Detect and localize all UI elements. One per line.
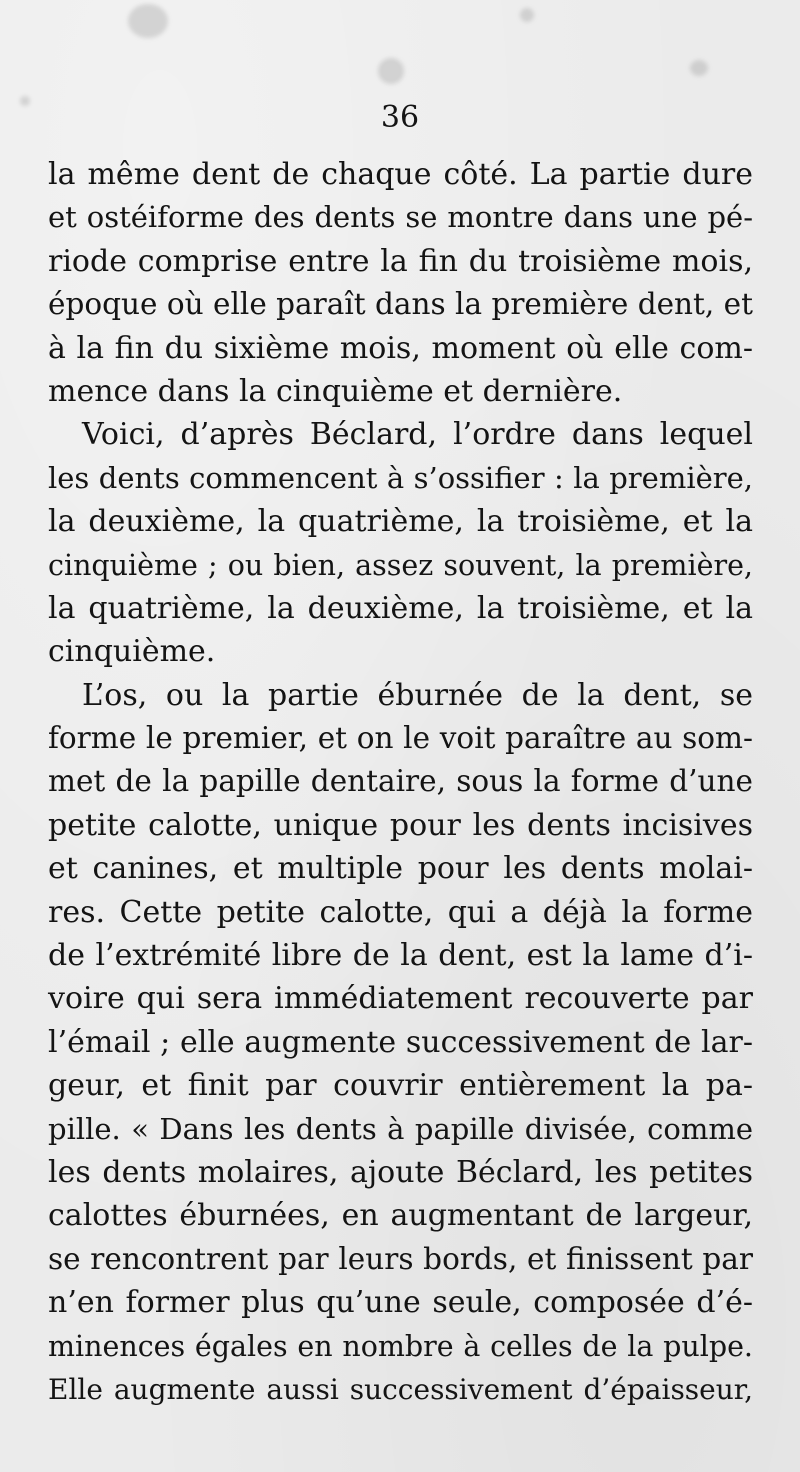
paper-stain <box>690 60 708 76</box>
body-text <box>48 153 753 1411</box>
text-line: pille. « Dans les dents à papille divisée, comme <box>48 1111 753 1146</box>
paper-stain <box>128 4 168 38</box>
text-line: voire qui sera immédiatement recouverte par <box>48 981 753 1017</box>
text-line: cinquième ; ou bien, assez souvent, la première, <box>48 548 753 582</box>
page-number: 36 <box>380 100 420 135</box>
text-line: forme le premier, et on le voit paraître au som- <box>48 721 753 756</box>
text-line: la même dent de chaque côté. La partie dure <box>48 157 753 192</box>
text-line: se rencontrent par leurs bords, et finissent par <box>48 1241 753 1276</box>
text-line: res. Cette petite calotte, qui a déjà la forme <box>48 894 753 930</box>
text-line: à la fin du sixième mois, moment où elle com- <box>48 330 753 366</box>
text-line: Voici, d’après Béclard, l’ordre dans lequel <box>82 417 753 453</box>
text-line: les dents molaires, ajoute Béclard, les petites <box>48 1154 753 1190</box>
text-line: petite calotte, unique pour les dents incisives <box>48 807 753 843</box>
text-line: et ostéiforme des dents se montre dans une pé- <box>48 200 753 235</box>
text-line: calottes éburnées, en augmentant de largeur, <box>48 1198 753 1234</box>
text-line: riode comprise entre la fin du troisième mois, <box>48 243 753 279</box>
text-line: met de la papille dentaire, sous la forme d’une <box>48 764 753 799</box>
text-line: et canines, et multiple pour les dents molai- <box>48 851 753 887</box>
text-line: cinquième. <box>48 634 216 670</box>
text-line: époque où elle paraît dans la première dent, et <box>48 287 753 322</box>
text-line: la quatrième, la deuxième, la troisième, et la <box>48 590 753 626</box>
text-line: de l’extrémité libre de la dent, est la lame d’i- <box>48 938 753 974</box>
text-line: n’en former plus qu’une seule, composée d’é- <box>48 1285 753 1321</box>
paper-stain <box>520 8 534 22</box>
text-line: les dents commencent à s’ossifier : la première, <box>48 460 753 495</box>
text-line: mence dans la cinquième et dernière. <box>48 373 623 409</box>
text-line: geur, et finit par couvrir entièrement la pa- <box>48 1068 753 1104</box>
text-line: L’os, ou la partie éburnée de la dent, se <box>82 677 753 713</box>
text-line: l’émail ; elle augmente successivement de lar- <box>48 1024 753 1060</box>
text-line: minences égales en nombre à celles de la pulpe. <box>48 1329 753 1363</box>
paper-stain <box>378 58 404 84</box>
text-line: Elle augmente aussi successivement d’épaisseur, <box>48 1372 753 1406</box>
text-line: la deuxième, la quatrième, la troisième, et la <box>48 504 753 540</box>
